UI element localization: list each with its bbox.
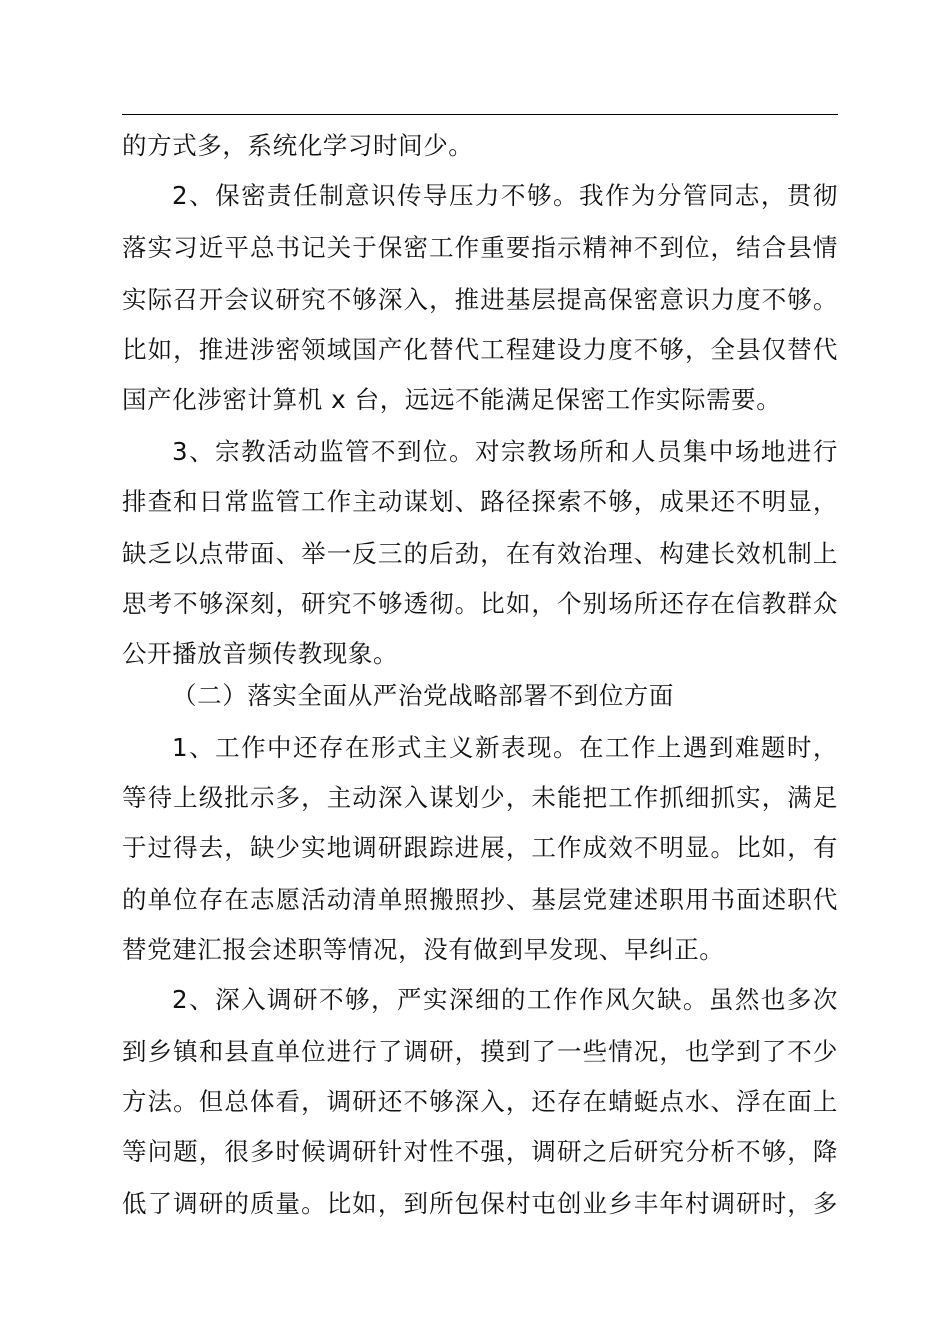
text-line-5: 比如，推进涉密领域国产化替代工程建设力度不够，全县仅替代: [122, 335, 838, 364]
text-line-20: 方法。但总体看，调研还不够深入，还存在蜻蜓点水、浮在面上: [122, 1087, 838, 1116]
text-line-8: 排查和日常监管工作主动谋划、路径探索不够，成果还不明显，: [122, 487, 838, 516]
text-line-7: 3、宗教活动监管不到位。对宗教场所和人员集中场地进行: [172, 437, 838, 466]
text-line-3: 落实习近平总书记关于保密工作重要指示精神不到位，结合县情: [122, 233, 838, 262]
text-line-1: 的方式多，系统化学习时间少。: [122, 131, 474, 160]
text-line-4: 实际召开会议研究不够深入，推进基层提高保密意识力度不够。: [122, 285, 838, 314]
text-line-2: 2、保密责任制意识传导压力不够。我作为分管同志，贯彻: [172, 181, 838, 210]
header-rule: [122, 114, 838, 115]
text-line-9: 缺乏以点带面、举一反三的后劲，在有效治理、构建长效机制上: [122, 539, 838, 568]
section-heading: （二）落实全面从严治党战略部署不到位方面: [172, 681, 674, 710]
text-line-19: 到乡镇和县直单位进行了调研，摸到了一些情况，也学到了不少: [122, 1037, 838, 1066]
text-line-15: 于过得去，缺少实地调研跟踪进展，工作成效不明显。比如，有: [122, 833, 838, 862]
text-line-17: 替党建汇报会述职等情况，没有做到早发现、早纠正。: [122, 935, 725, 964]
text-line-21: 等问题，很多时候调研针对性不强，调研之后研究分析不够，降: [122, 1137, 838, 1166]
text-line-18: 2、深入调研不够，严实深细的工作作风欠缺。虽然也多次: [172, 985, 838, 1014]
text-line-16: 的单位存在志愿活动清单照搬照抄、基层党建述职用书面述职代: [122, 885, 838, 914]
text-line-6: 国产化涉密计算机 x 台，远远不能满足保密工作实际需要。: [122, 385, 782, 414]
text-line-13: 1、工作中还存在形式主义新表现。在工作上遇到难题时，: [172, 733, 838, 762]
text-line-11: 公开播放音频传教现象。: [122, 639, 399, 668]
text-line-22: 低了调研的质量。比如，到所包保村屯创业乡丰年村调研时，多: [122, 1189, 838, 1218]
text-line-14: 等待上级批示多，主动深入谋划少，未能把工作抓细抓实，满足: [122, 783, 838, 812]
text-line-10: 思考不够深刻，研究不够透彻。比如，个别场所还存在信教群众: [122, 589, 838, 618]
